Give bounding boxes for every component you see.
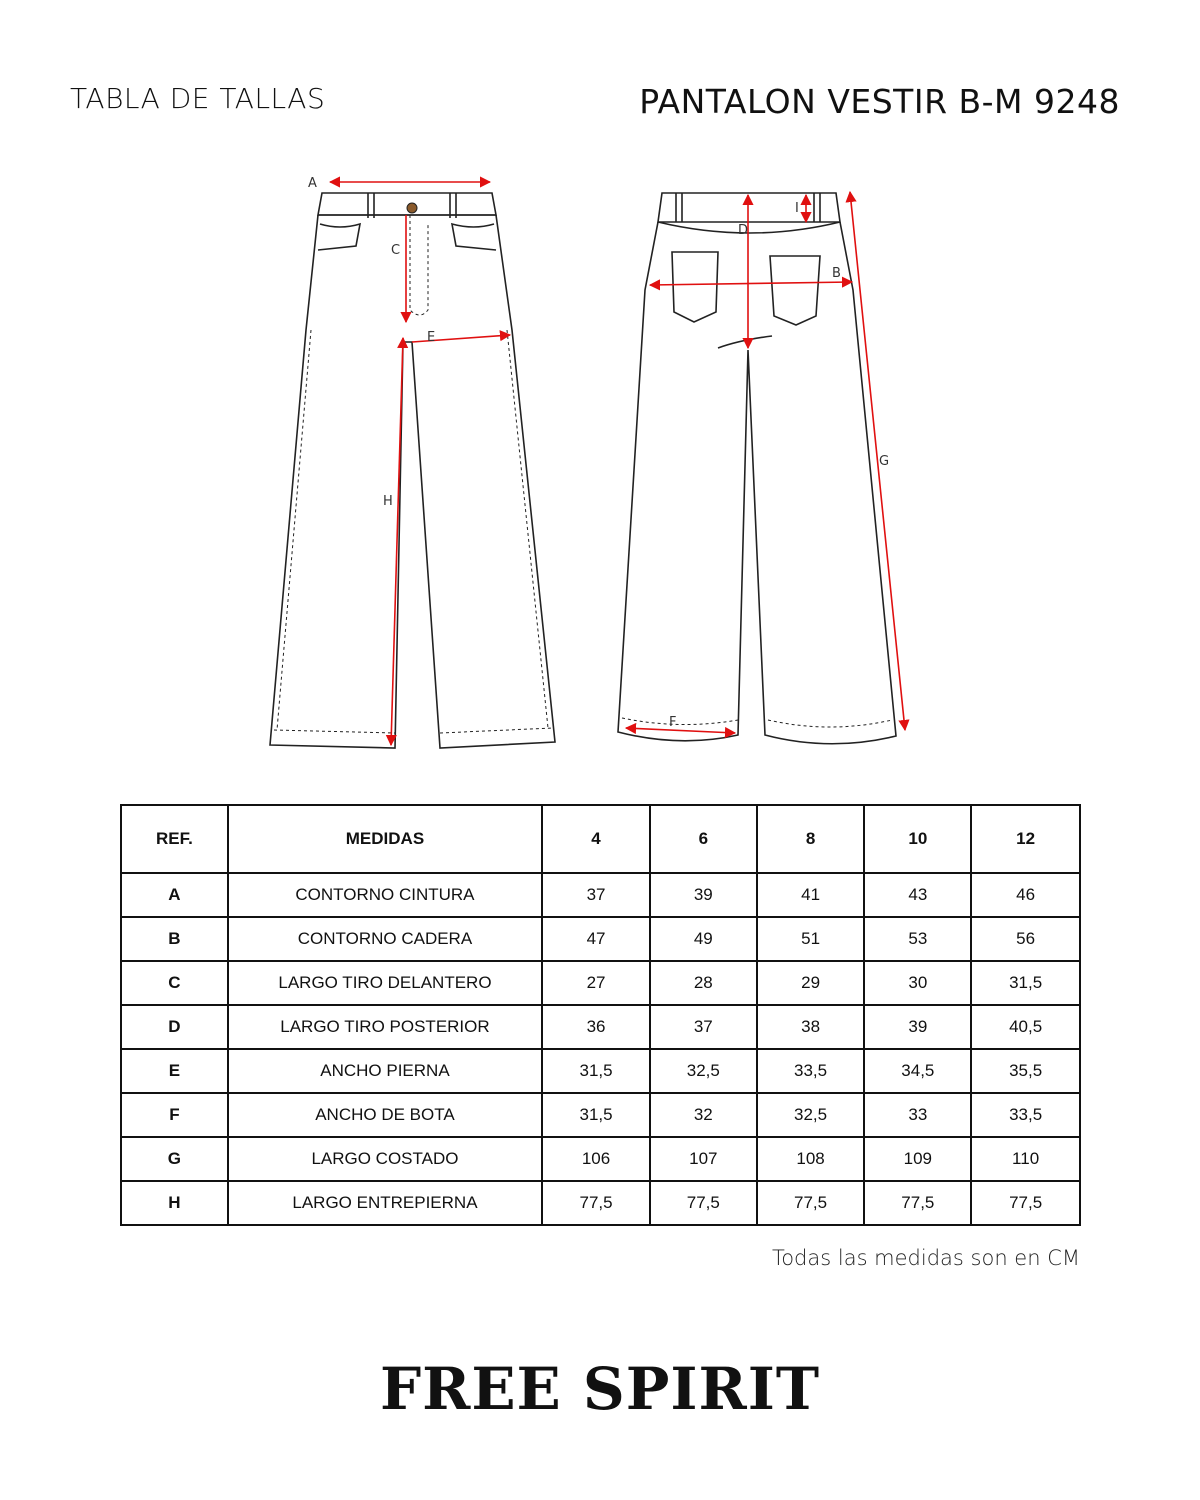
measure-name: ANCHO DE BOTA — [228, 1093, 542, 1137]
brand-logo: FREE SPIRIT — [379, 1355, 821, 1423]
value-cell: 27 — [542, 961, 650, 1005]
value-cell: 30 — [864, 961, 971, 1005]
product-title: PANTALON VESTIR B-M 9248 — [639, 82, 1120, 121]
value-cell: 77,5 — [757, 1181, 865, 1225]
label-d: D — [738, 223, 749, 238]
label-e: E — [427, 330, 436, 345]
value-cell: 38 — [757, 1005, 865, 1049]
value-cell: 37 — [650, 1005, 757, 1049]
measure-name: LARGO TIRO DELANTERO — [228, 961, 542, 1005]
value-cell: 35,5 — [971, 1049, 1080, 1093]
ref-cell: C — [121, 961, 228, 1005]
value-cell: 32,5 — [650, 1049, 757, 1093]
value-cell: 77,5 — [864, 1181, 971, 1225]
table-row — [121, 873, 1080, 917]
table-row — [121, 1093, 1080, 1137]
value-cell: 43 — [864, 873, 971, 917]
value-cell: 46 — [971, 873, 1080, 917]
table-row — [121, 1181, 1080, 1225]
header-size-6: 6 — [650, 805, 757, 873]
label-i: I — [795, 201, 799, 216]
value-cell: 108 — [757, 1137, 865, 1181]
value-cell: 107 — [650, 1137, 757, 1181]
label-a: A — [308, 176, 317, 191]
value-cell: 56 — [971, 917, 1080, 961]
value-cell: 33,5 — [757, 1049, 865, 1093]
ref-cell: G — [121, 1137, 228, 1181]
ref-cell: E — [121, 1049, 228, 1093]
table-row — [121, 961, 1080, 1005]
value-cell: 77,5 — [650, 1181, 757, 1225]
header-size-8: 8 — [757, 805, 865, 873]
ref-cell: D — [121, 1005, 228, 1049]
value-cell: 31,5 — [971, 961, 1080, 1005]
chart-title: TABLA DE TALLAS — [70, 82, 326, 115]
value-cell: 110 — [971, 1137, 1080, 1181]
value-cell: 32,5 — [757, 1093, 865, 1137]
value-cell: 51 — [757, 917, 865, 961]
value-cell: 31,5 — [542, 1093, 650, 1137]
label-f: F — [669, 715, 677, 730]
label-c: C — [391, 243, 401, 258]
value-cell: 36 — [542, 1005, 650, 1049]
measure-name: LARGO ENTREPIERNA — [228, 1181, 542, 1225]
measure-name: CONTORNO CINTURA — [228, 873, 542, 917]
measure-name: LARGO TIRO POSTERIOR — [228, 1005, 542, 1049]
header-size-10: 10 — [864, 805, 971, 873]
ref-cell: B — [121, 917, 228, 961]
units-note: Todas las medidas son en CM — [771, 1246, 1080, 1270]
table-row — [121, 1137, 1080, 1181]
measure-name: CONTORNO CADERA — [228, 917, 542, 961]
value-cell: 53 — [864, 917, 971, 961]
value-cell: 77,5 — [971, 1181, 1080, 1225]
header-ref: REF. — [121, 805, 228, 873]
header-size-4: 4 — [542, 805, 650, 873]
label-b: B — [832, 266, 841, 281]
size-table — [120, 804, 1081, 1226]
value-cell: 33 — [864, 1093, 971, 1137]
value-cell: 37 — [542, 873, 650, 917]
table-header-row — [121, 805, 1080, 873]
value-cell: 39 — [650, 873, 757, 917]
front-pants-drawing — [270, 193, 555, 748]
back-measurements — [626, 192, 905, 733]
ref-cell: H — [121, 1181, 228, 1225]
value-cell: 31,5 — [542, 1049, 650, 1093]
measure-name: ANCHO PIERNA — [228, 1049, 542, 1093]
label-h: H — [383, 494, 393, 509]
ref-cell: A — [121, 873, 228, 917]
value-cell: 33,5 — [971, 1093, 1080, 1137]
header-size-12: 12 — [971, 805, 1080, 873]
value-cell: 49 — [650, 917, 757, 961]
value-cell: 34,5 — [864, 1049, 971, 1093]
table-row — [121, 1049, 1080, 1093]
ref-cell: F — [121, 1093, 228, 1137]
value-cell: 77,5 — [542, 1181, 650, 1225]
value-cell: 32 — [650, 1093, 757, 1137]
back-pants-drawing — [618, 193, 896, 744]
measure-name: LARGO COSTADO — [228, 1137, 542, 1181]
value-cell: 39 — [864, 1005, 971, 1049]
value-cell: 106 — [542, 1137, 650, 1181]
label-g: G — [879, 454, 890, 469]
table-row — [121, 1005, 1080, 1049]
table-row — [121, 917, 1080, 961]
value-cell: 47 — [542, 917, 650, 961]
value-cell: 29 — [757, 961, 865, 1005]
header-medidas: MEDIDAS — [228, 805, 542, 873]
value-cell: 41 — [757, 873, 865, 917]
pants-diagram — [0, 160, 1200, 780]
value-cell: 109 — [864, 1137, 971, 1181]
value-cell: 28 — [650, 961, 757, 1005]
value-cell: 40,5 — [971, 1005, 1080, 1049]
